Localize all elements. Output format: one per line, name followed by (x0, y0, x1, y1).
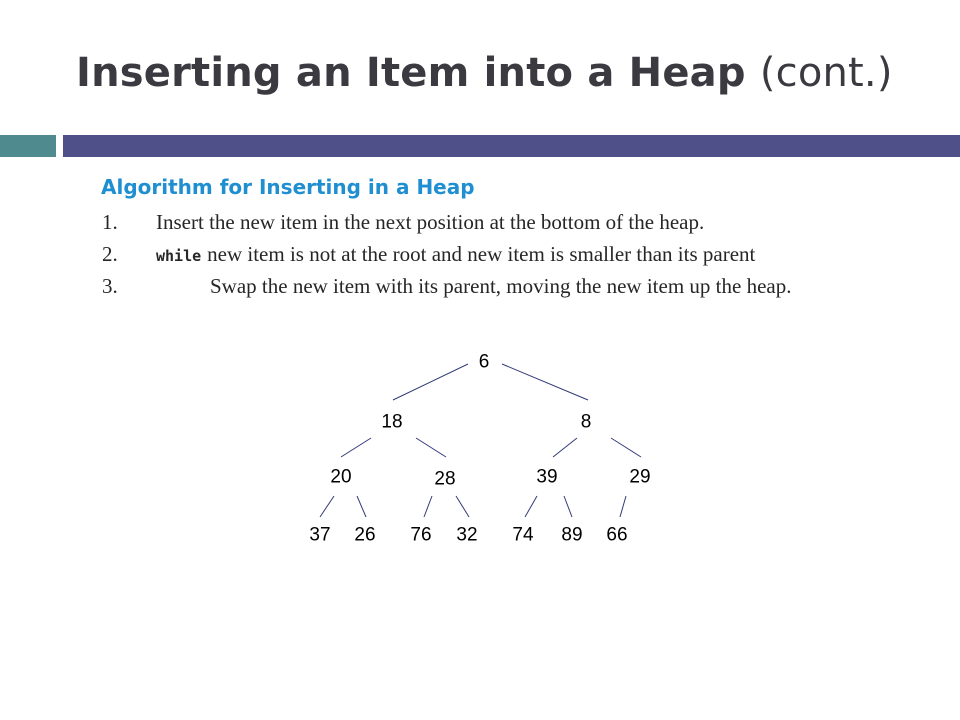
tree-edge-n6-n13 (620, 496, 626, 517)
step-body: Insert the new item in the next position at the bottom of the heap. (156, 210, 705, 234)
tree-edge-n1-n3 (341, 438, 371, 457)
tree-node-n12: 89 (561, 524, 583, 546)
tree-nodes (309, 352, 650, 546)
tree-node-n7: 37 (309, 524, 331, 546)
tree-node-n0: 6 (478, 351, 490, 373)
tree-node-n10: 32 (456, 524, 478, 546)
title-suffix: (cont.) (759, 50, 893, 96)
tree-node-n11: 74 (512, 524, 534, 546)
tree-node-n5: 39 (536, 466, 558, 488)
tree-node-n4: 28 (434, 468, 456, 490)
tree-node-n2: 8 (580, 411, 592, 433)
tree-edge-n5-n11 (525, 496, 537, 517)
title-main: Inserting an Item into a Heap (76, 50, 746, 96)
tree-edge-n4-n9 (424, 496, 432, 517)
tree-node-n8: 26 (354, 524, 376, 546)
step-keyword: while (156, 247, 202, 265)
tree-edges (320, 364, 641, 517)
algorithm-heading: Algorithm for Inserting in a Heap (101, 175, 475, 199)
step-number: 2. (102, 242, 118, 266)
tree-node-n9: 76 (410, 524, 432, 546)
tree-edge-n3-n8 (357, 496, 366, 517)
tree-edge-n5-n12 (564, 496, 572, 517)
tree-edge-n2-n5 (553, 438, 577, 457)
tree-edge-n4-n10 (456, 496, 469, 517)
step-body: Swap the new item with its parent, moving the new item up the heap. (210, 274, 792, 298)
step-number: 3. (102, 274, 118, 298)
tree-edge-n3-n7 (320, 496, 334, 517)
tree-edge-n0-n1 (393, 364, 468, 400)
tree-edge-n2-n6 (611, 438, 641, 457)
tree-node-n1: 18 (381, 411, 403, 433)
tree-node-n13: 66 (606, 524, 628, 546)
tree-edge-n1-n4 (416, 438, 446, 457)
step-number: 1. (102, 210, 118, 234)
tree-node-n3: 20 (330, 466, 352, 488)
tree-edge-n0-n2 (502, 364, 588, 400)
step-body: new item is not at the root and new item is smaller than its parent (207, 242, 756, 266)
tree-node-n6: 29 (629, 466, 651, 488)
